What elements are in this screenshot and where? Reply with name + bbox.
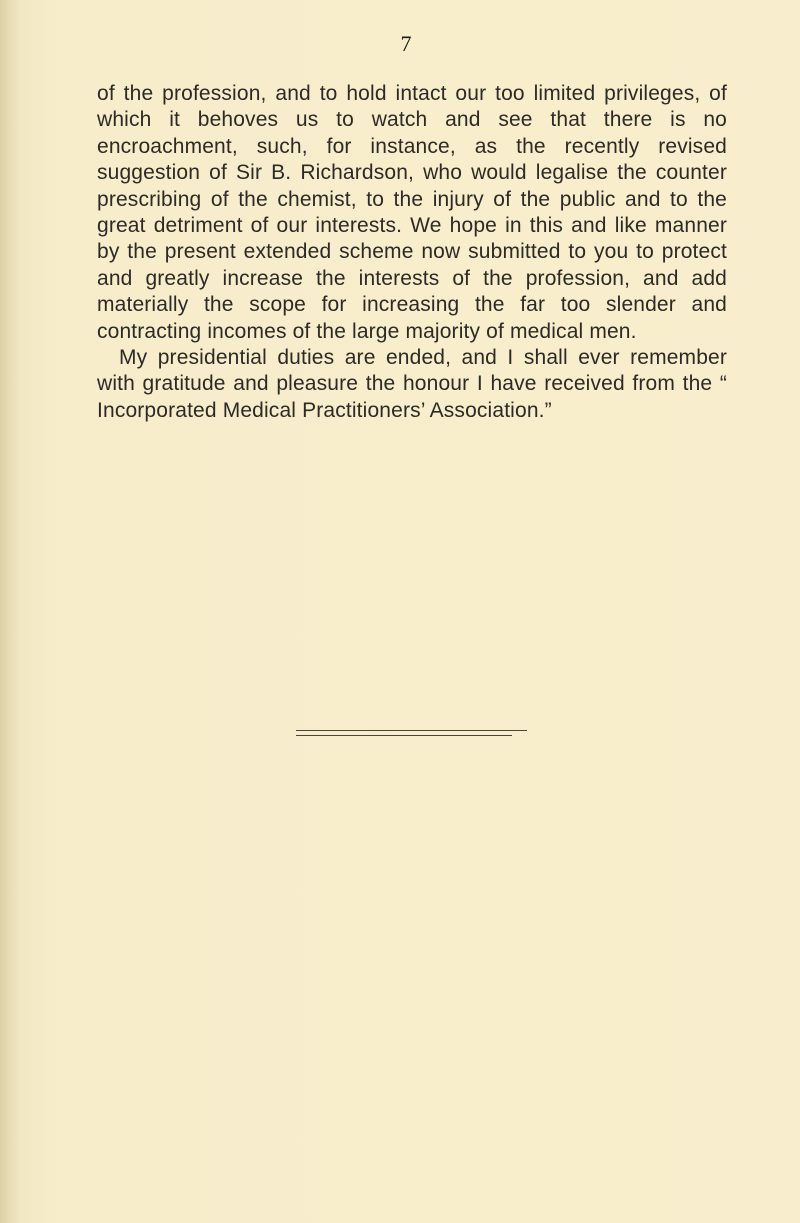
- closing-rule-top: [296, 730, 527, 731]
- paragraph-2: My presidential duties are ended, and I shall ever remember with gratitude and pleasure the honour I have received from the “ Incorporated Medical Practitioners’ Association.”: [97, 346, 727, 422]
- paragraph-1: of the profession, and to hold intact our too limited privileges, of which it behoves us to watch and see that there is no encroachment, such, for instance, as the recently revised suggestion of Sir B. Richardson, who would legalise the counter prescribing of the chemist, to the injury of the public and to the great detriment of our interests. We hope in this and like manner by the present extended scheme now submitted to you to protect and greatly increase the interests of the profession, and add materially the scope for increasing the far too slender and contracting incomes of the large majority of medical men.: [97, 82, 727, 343]
- body-text: [97, 81, 727, 424]
- page-number: 7: [400, 31, 412, 56]
- closing-rule-bottom: [296, 735, 512, 736]
